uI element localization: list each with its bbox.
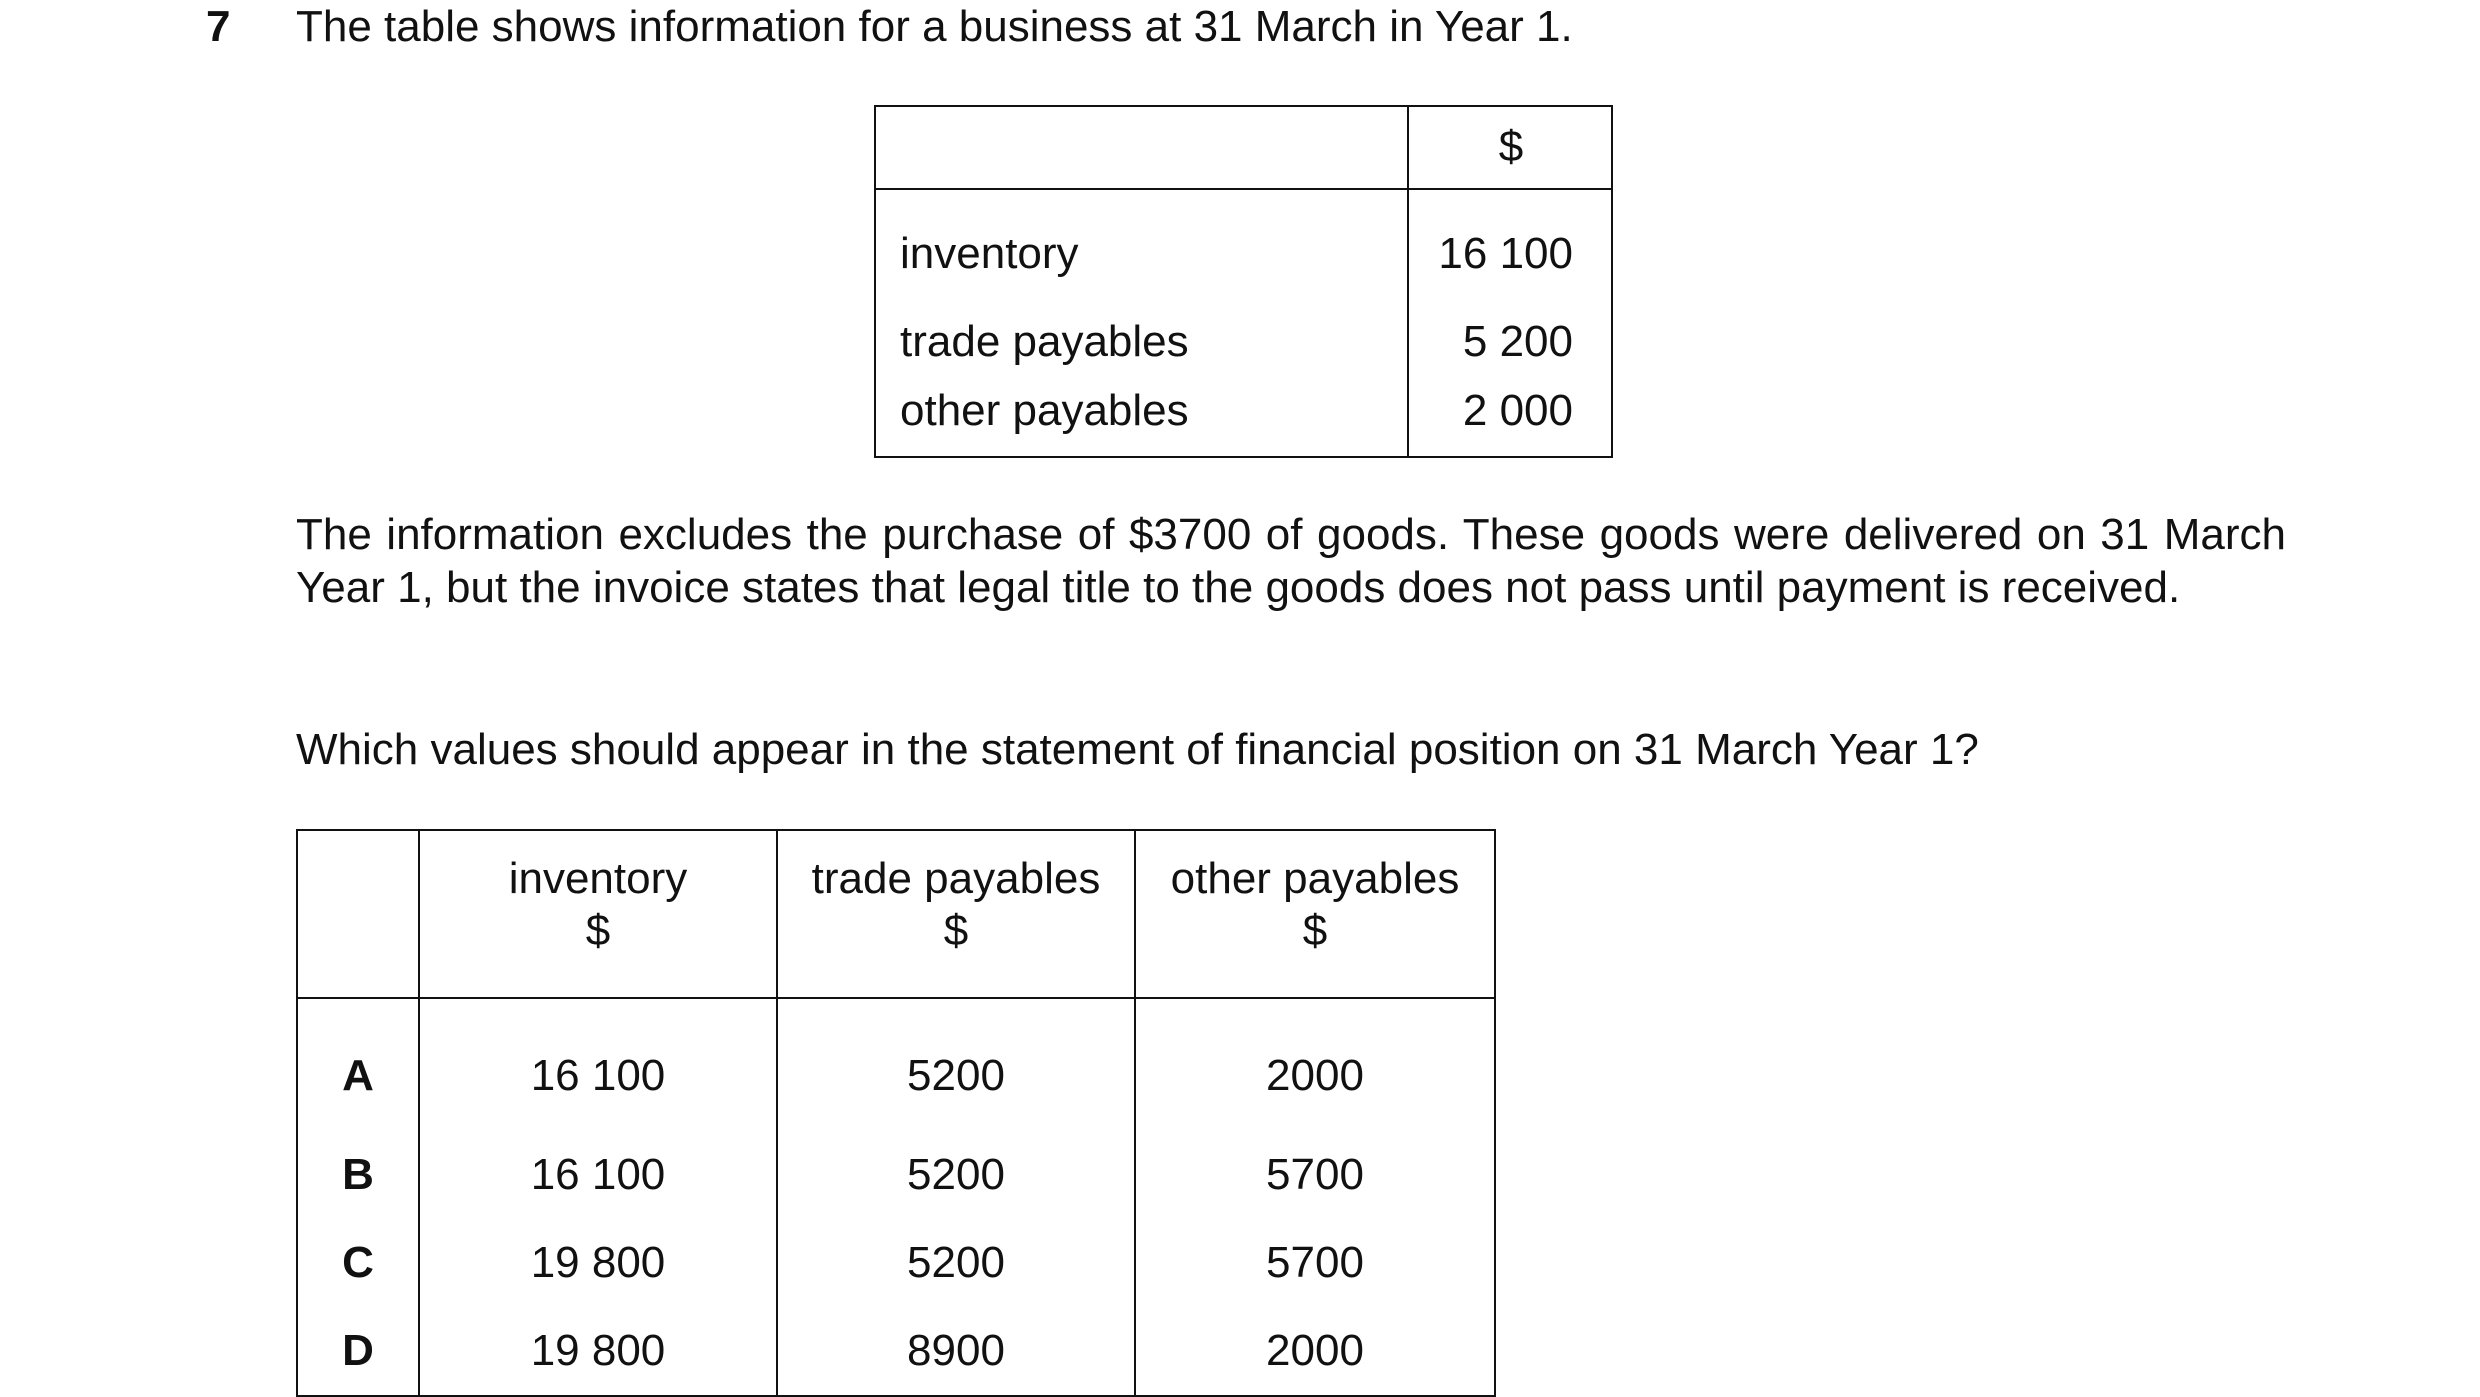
option-inventory: 19 800 bbox=[419, 1219, 777, 1307]
option-other-payables: 2000 bbox=[1135, 998, 1495, 1131]
info-table-row bbox=[874, 386, 1613, 458]
info-table-row bbox=[874, 298, 1613, 386]
option-trade-payables: 5200 bbox=[777, 1219, 1135, 1307]
header-label: other payables bbox=[1170, 854, 1460, 903]
info-row-value: 2 000 bbox=[1462, 385, 1573, 435]
option-row-c[interactable] bbox=[297, 1219, 1495, 1307]
header-unit: $ bbox=[585, 906, 611, 955]
question-paragraph: The information excludes the purchase of $3700 of goods. These goods were delivered on 31 March Year 1, but the invoice states that legal title to the goods does not pass until payment is received. bbox=[296, 510, 2286, 612]
info-table-header-blank bbox=[874, 105, 1408, 189]
header-label: inventory bbox=[508, 854, 688, 903]
option-other-payables: 5700 bbox=[1135, 1131, 1495, 1219]
question-prompt: Which values should appear in the statement of financial position on 31 March Year 1? bbox=[296, 725, 1979, 774]
options-header-inventory bbox=[419, 830, 777, 998]
option-trade-payables: 8900 bbox=[777, 1307, 1135, 1396]
info-row-label: trade payables bbox=[874, 298, 1408, 386]
info-table-row bbox=[874, 189, 1613, 297]
option-letter: B bbox=[297, 1131, 419, 1219]
question-number: 7 bbox=[206, 2, 231, 51]
info-row-label: other payables bbox=[874, 386, 1408, 458]
option-inventory: 16 100 bbox=[419, 998, 777, 1131]
option-inventory: 16 100 bbox=[419, 1131, 777, 1219]
option-letter: C bbox=[297, 1219, 419, 1307]
options-table bbox=[296, 829, 1496, 1397]
info-row-value: 16 100 bbox=[1438, 228, 1573, 278]
option-inventory: 19 800 bbox=[419, 1307, 777, 1396]
option-other-payables: 5700 bbox=[1135, 1219, 1495, 1307]
options-header-other-payables bbox=[1135, 830, 1495, 998]
option-row-a[interactable] bbox=[297, 998, 1495, 1131]
header-label: trade payables bbox=[811, 854, 1101, 903]
info-row-label: inventory bbox=[874, 189, 1408, 297]
options-header-row bbox=[297, 830, 1495, 998]
option-letter: A bbox=[297, 998, 419, 1131]
option-row-d[interactable] bbox=[297, 1307, 1495, 1396]
options-header-blank bbox=[297, 830, 419, 998]
option-other-payables: 2000 bbox=[1135, 1307, 1495, 1396]
option-trade-payables: 5200 bbox=[777, 1131, 1135, 1219]
question-intro: The table shows information for a business at 31 March in Year 1. bbox=[296, 2, 1573, 51]
info-table-header-row bbox=[874, 105, 1613, 189]
option-letter: D bbox=[297, 1307, 419, 1396]
info-row-value: 5 200 bbox=[1462, 316, 1573, 366]
header-unit: $ bbox=[943, 906, 969, 955]
header-unit: $ bbox=[1302, 906, 1328, 955]
info-table-header-currency: $ bbox=[1408, 105, 1613, 189]
info-table bbox=[874, 105, 1613, 458]
option-row-b[interactable] bbox=[297, 1131, 1495, 1219]
option-trade-payables: 5200 bbox=[777, 998, 1135, 1131]
options-header-trade-payables bbox=[777, 830, 1135, 998]
